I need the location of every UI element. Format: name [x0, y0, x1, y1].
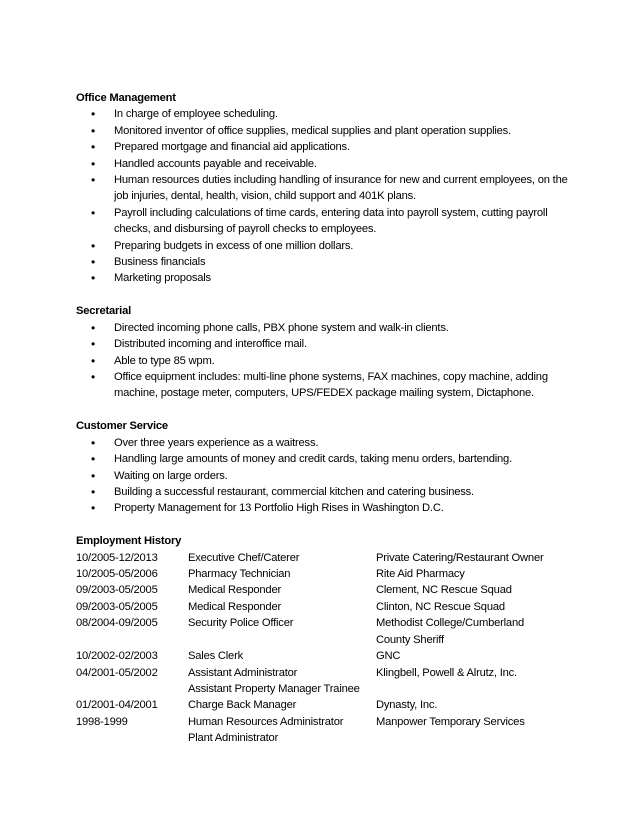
- list-item: • Office equipment includes: multi-line phone systems, FAX machines, copy machine, adding machine, postage meter, computers, UPS/FEDEX package mailing system, Dictaphone.: [76, 369, 576, 402]
- section-secretarial: [76, 303, 576, 401]
- section-heading: Employment History: [76, 535, 182, 548]
- list-item: • Human resources duties including handling of insurance for new and current employees, on the job injuries, dental, health, vision, child support and 401K plans.: [76, 172, 576, 205]
- employment-dates: 09/2003-05/2005: [76, 584, 158, 597]
- section-heading: Office Management: [76, 92, 176, 104]
- employment-dates: [76, 681, 188, 697]
- list-item: • Prepared mortgage and financial aid applications.: [76, 139, 576, 155]
- table-row: [76, 730, 576, 746]
- table-row: [76, 665, 576, 681]
- employment-employer: County Sheriff: [376, 633, 444, 646]
- employment-dates: 08/2004-09/2005: [76, 617, 158, 630]
- employment-title: Sales Clerk: [188, 650, 243, 663]
- table-row: [76, 681, 576, 697]
- list-item: • Preparing budgets in excess of one million dollars.: [76, 238, 576, 254]
- table-row: [76, 550, 576, 566]
- table-row: [76, 566, 576, 582]
- employment-employer: Methodist College/Cumberland: [376, 617, 524, 630]
- section-heading: Customer Service: [76, 420, 168, 433]
- list-item: • Marketing proposals: [76, 270, 576, 286]
- table-row: [76, 632, 576, 648]
- employment-title: Pharmacy Technician: [188, 568, 291, 581]
- employment-title: Charge Back Manager: [188, 699, 297, 712]
- bullet-list: [76, 435, 576, 517]
- table-row: [76, 582, 576, 598]
- employment-employer: [376, 730, 576, 746]
- employment-dates: 09/2003-05/2005: [76, 600, 158, 613]
- employment-title: Assistant Property Manager Trainee: [188, 682, 360, 695]
- employment-dates: 10/2005-05/2006: [76, 568, 158, 581]
- table-row: [76, 599, 576, 615]
- resume-content: [76, 90, 576, 763]
- employment-employer: Manpower Temporary Services: [376, 715, 525, 728]
- employment-employer: Dynasty, Inc.: [376, 699, 438, 712]
- employment-employer: Rite Aid Pharmacy: [376, 568, 465, 581]
- employment-employer: GNC: [376, 650, 401, 663]
- list-item: • Property Management for 13 Portfolio High Rises in Washington D.C.: [76, 500, 576, 516]
- list-item: • Handled accounts payable and receivable.: [76, 156, 576, 172]
- list-item: • Handling large amounts of money and credit cards, taking menu orders, bartending.: [76, 451, 576, 467]
- employment-table: [76, 550, 576, 747]
- employment-dates: 01/2001-04/2001: [76, 699, 158, 712]
- list-item: • Waiting on large orders.: [76, 468, 576, 484]
- employment-dates: [76, 632, 188, 648]
- section-heading: Secretarial: [76, 305, 132, 318]
- employment-employer: Klingbell, Powell & Alrutz, Inc.: [376, 666, 517, 679]
- employment-dates: 10/2002-02/2003: [76, 650, 158, 663]
- bullet-list: [76, 106, 576, 286]
- employment-title: Security Police Officer: [188, 617, 294, 630]
- table-row: [76, 648, 576, 664]
- employment-dates: [76, 730, 188, 746]
- employment-dates: 10/2005-12/2013: [76, 551, 158, 564]
- table-row: [76, 697, 576, 713]
- list-item: • In charge of employee scheduling.: [76, 106, 576, 122]
- employment-title: Medical Responder: [188, 600, 281, 613]
- list-item: • Payroll including calculations of time cards, entering data into payroll system, cutting payroll checks, and disbursing of payroll checks to employees.: [76, 205, 576, 238]
- section-employment-history: [76, 533, 576, 746]
- table-row: [76, 714, 576, 730]
- section-customer-service: [76, 418, 576, 516]
- employment-title: [188, 632, 376, 648]
- employment-dates: 04/2001-05/2002: [76, 666, 158, 679]
- employment-dates: 1998-1999: [76, 715, 128, 728]
- employment-title: Executive Chef/Caterer: [188, 551, 300, 564]
- list-item: • Business financials: [76, 254, 576, 270]
- employment-title: Assistant Administrator: [188, 666, 298, 679]
- list-item: • Over three years experience as a waitress.: [76, 435, 576, 451]
- employment-title: Human Resources Administrator: [188, 715, 344, 728]
- list-item: • Distributed incoming and interoffice mail.: [76, 336, 576, 352]
- list-item: • Able to type 85 wpm.: [76, 353, 576, 369]
- employment-employer: Clinton, NC Rescue Squad: [376, 600, 505, 613]
- bullet-list: [76, 320, 576, 402]
- table-row: [76, 615, 576, 631]
- list-item: • Building a successful restaurant, commercial kitchen and catering business.: [76, 484, 576, 500]
- employment-title: Medical Responder: [188, 584, 281, 597]
- section-office-management: [76, 90, 576, 287]
- employment-employer: Private Catering/Restaurant Owner: [376, 551, 544, 564]
- employment-title: Plant Administrator: [188, 732, 279, 745]
- employment-employer: Clement, NC Rescue Squad: [376, 584, 512, 597]
- list-item: • Directed incoming phone calls, PBX phone system and walk-in clients.: [76, 320, 576, 336]
- employment-employer: [376, 681, 576, 697]
- list-item: • Monitored inventor of office supplies, medical supplies and plant operation supplies.: [76, 123, 576, 139]
